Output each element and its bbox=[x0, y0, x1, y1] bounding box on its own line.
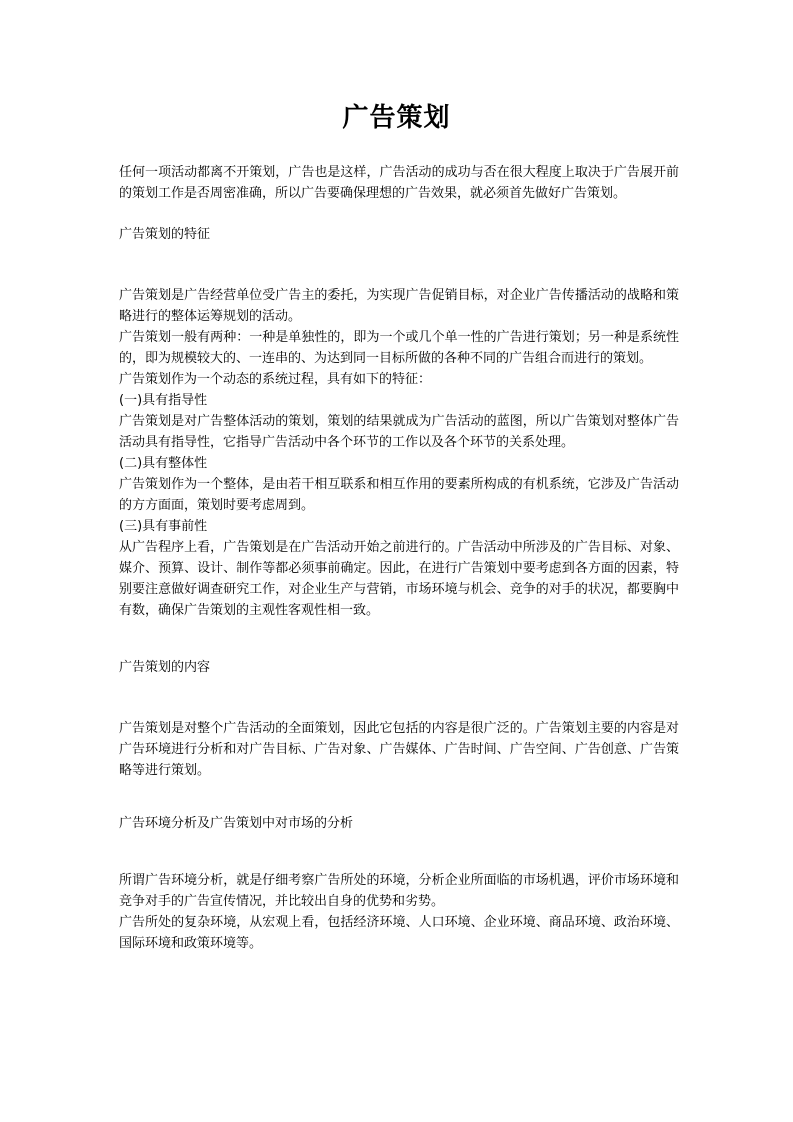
paragraph: 任何一项活动都离不开策划，广告也是这样，广告活动的成功与否在很大程度上取决于广告展开前的策划工作是否周密准确，所以广告要确保理想的广告效果，就必须首先做好广告策划。 bbox=[119, 165, 679, 201]
section-heading: 广告环境分析及广告策划中对市场的分析 bbox=[119, 816, 354, 831]
paragraph: 广告策划作为一个整体，是由若干相互联系和相互作用的要素所构成的有机系统，它涉及广告活动的方方面面，策划时要考虑周到。 bbox=[119, 477, 679, 513]
paragraph: 所谓广告环境分析，就是仔细考察广告所处的环境，分析企业所面临的市场机遇，评价市场环境和竞争对手的广告宣传情况，并比较出自身的优势和劣势。 bbox=[119, 873, 679, 909]
spacer bbox=[119, 834, 679, 870]
subheading: (一)具有指导性 bbox=[119, 393, 208, 408]
spacer bbox=[119, 678, 679, 718]
document-title: 广告策划 bbox=[342, 103, 451, 133]
spacer bbox=[119, 245, 679, 285]
section-heading: 广告策划的特征 bbox=[119, 227, 211, 242]
paragraph: 广告策划作为一个动态的系统过程，具有如下的特征： bbox=[119, 372, 432, 387]
section-heading: 广告策划的内容 bbox=[119, 660, 211, 675]
paragraph: 广告所处的复杂环境，从宏观上看，包括经济环境、人口环境、企业环境、商品环境、政治环境、国际环境和政策环境等。 bbox=[119, 915, 679, 951]
paragraph: 广告策划是对整个广告活动的全面策划，因此它包括的内容是很广泛的。广告策划主要的内容是对广告环境进行分析和对广告目标、广告对象、广告媒体、广告时间、广告空间、广告创意、广告策略等进行策划。 bbox=[119, 721, 679, 778]
paragraph: 广告策划是广告经营单位受广告主的委托，为实现广告促销目标，对企业广告传播活动的战略和策略进行的整体运筹规划的活动。 bbox=[119, 288, 679, 324]
spacer bbox=[119, 781, 679, 813]
subheading: (二)具有整体性 bbox=[119, 456, 208, 471]
spacer bbox=[119, 621, 679, 657]
spacer bbox=[119, 204, 679, 224]
document-body bbox=[119, 162, 679, 954]
paragraph: 广告策划一般有两种：一种是单独性的，即为一个或几个单一性的广告进行策划；另一种是系统性的，即为规模较大的、一连串的、为达到同一目标所做的各种不同的广告组合而进行的策划。 bbox=[119, 330, 679, 366]
paragraph: 从广告程序上看，广告策划是在广告活动开始之前进行的。广告活动中所涉及的广告目标、对象、媒介、预算、设计、制作等都必须事前确定。因此，在进行广告策划中要考虑到各方面的因素，特别要注意做好调查研究工作，对企业生产与营销，市场环境与机会、竞争的对手的状况，都要胸中有数，确保广告策划的主观性客观性相一致。 bbox=[119, 540, 679, 618]
subheading: (三)具有事前性 bbox=[119, 519, 208, 534]
paragraph: 广告策划是对广告整体活动的策划，策划的结果就成为广告活动的蓝图，所以广告策划对整体广告活动具有指导性，它指导广告活动中各个环节的工作以及各个环节的关系处理。 bbox=[119, 414, 679, 450]
